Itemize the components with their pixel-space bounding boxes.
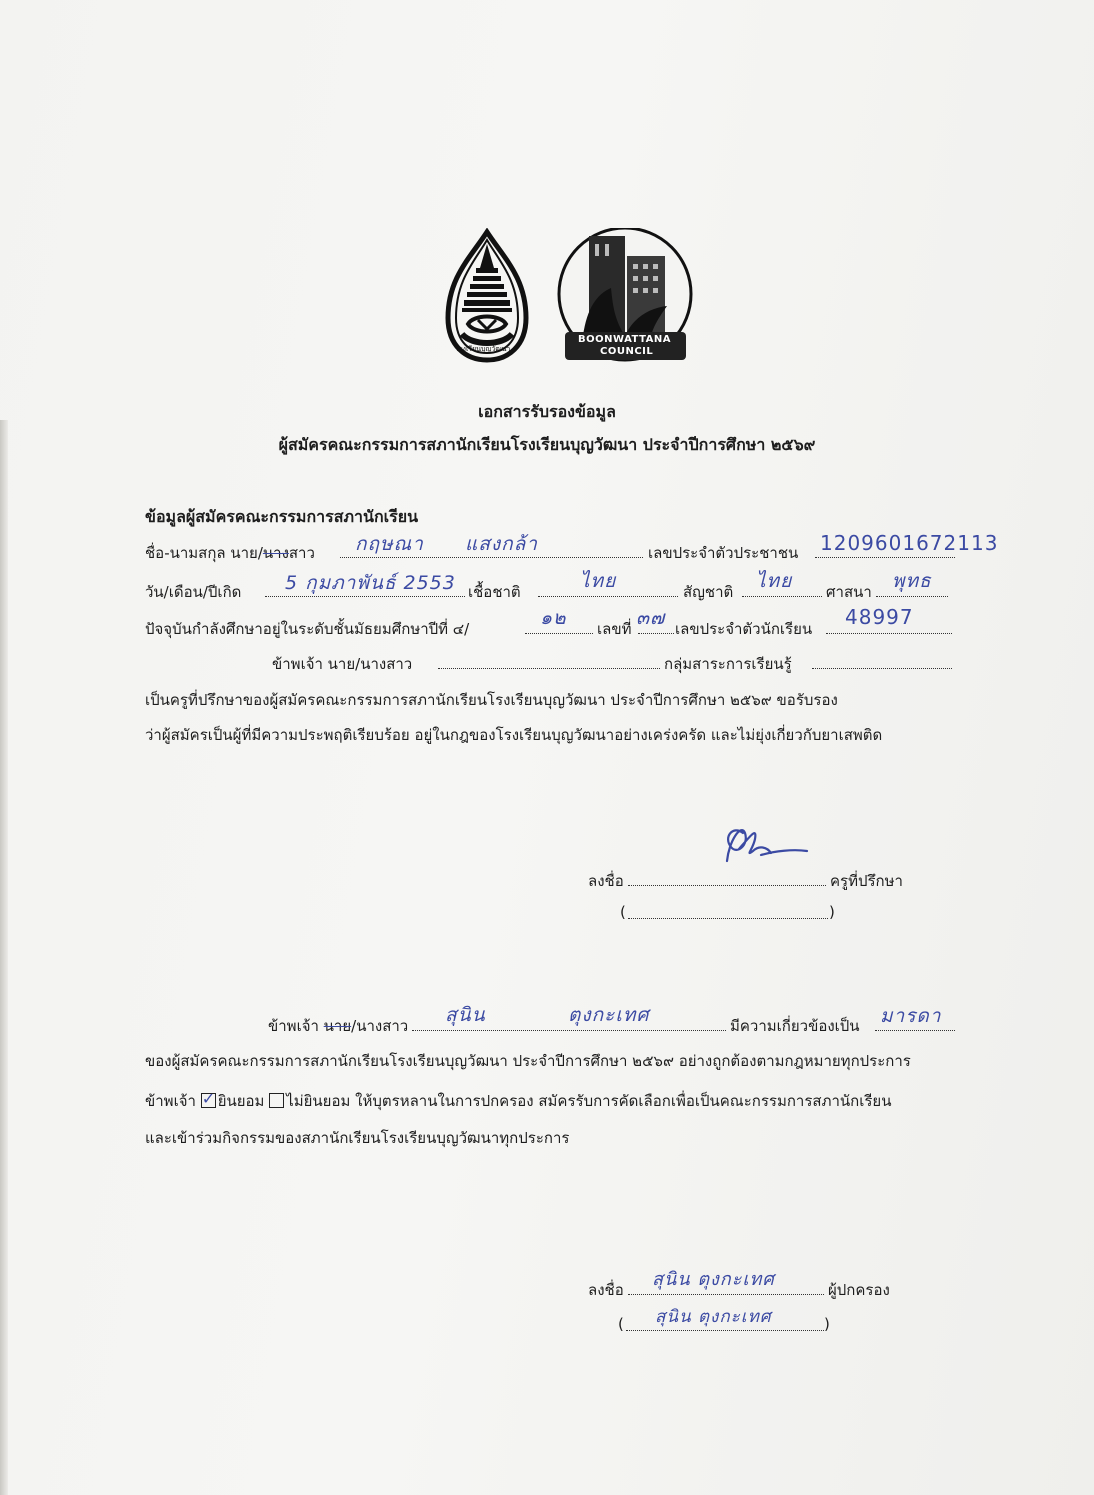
teacher-statement-1: เป็นครูที่ปรึกษาของผู้สมัครคณะกรรมการสภานักเรียนโรงเรียนบุญวัฒนา ประจำปีการศึกษา ๒๕๖๙ ขอรับรอง (145, 691, 838, 709)
race-label: เชื้อชาติ (468, 583, 521, 601)
dob-value: 5 กุมภาพันธ์ 2553 (285, 572, 456, 594)
teacher-name-field-line (438, 668, 660, 669)
council-logo-text-1: BOONWATTANA (578, 334, 671, 345)
teacher-paren-open: ( (620, 903, 626, 921)
consent-line: ข้าพเจ้า ✓ ยินยอม ไม่ยินยอม ให้บุตรหลานในการปกครอง สมัครรับการคัดเลือกเพื่อเป็นคณะกรรมการสภานักเรียน (145, 1089, 892, 1110)
document-heading: เอกสารรับรองข้อมูล (478, 402, 616, 421)
race-field-line (538, 596, 678, 597)
consent-yes-checkbox[interactable] (201, 1089, 216, 1108)
check-mark-icon: ✓ (201, 1089, 216, 1108)
teacher-line-label: ข้าพเจ้า นาย/นางสาว (272, 655, 413, 673)
relation-value: มารดา (880, 1005, 942, 1027)
nationality-value: ไทย (756, 570, 793, 592)
guardian-sign-role: ผู้ปกครอง (828, 1281, 890, 1299)
teacher-sign-role: ครูที่ปรึกษา (830, 872, 903, 890)
class-value: ๑๒ (540, 607, 567, 629)
number-value: ๓๗ (636, 607, 666, 629)
student-id-field-line (826, 633, 952, 634)
id-value: 1209601672113 (820, 531, 999, 555)
document-subheading: ผู้สมัครคณะกรรมการสภานักเรียนโรงเรียนบุญวัฒนา ประจำปีการศึกษา ๒๕๖๙ (278, 435, 816, 454)
subject-label: กลุ่มสาระการเรียนรู้ (664, 655, 792, 673)
council-logo-text-2: COUNCIL (600, 346, 654, 357)
religion-label: ศาสนา (826, 583, 872, 601)
last-name-value: แสงกล้า (465, 533, 538, 555)
logo-row (440, 228, 710, 364)
name-label-struck: นาง (262, 544, 289, 562)
guardian-label-struck: นาย (323, 1017, 352, 1035)
student-id-label: เลขประจำตัวนักเรียน (675, 620, 813, 638)
guardian-statement-3: และเข้าร่วมกิจกรรมของสภานักเรียนโรงเรียนบุญวัฒนาทุกประการ (145, 1129, 570, 1147)
nationality-field-line (742, 596, 822, 597)
consent-yes-label: ยินยอม (217, 1092, 265, 1110)
religion-value: พุทธ (892, 570, 932, 592)
name-label: ชื่อ-นามสกุล นาย/นางสาว (145, 544, 315, 562)
guardian-line-label: ข้าพเจ้า นาย/นางสาว (268, 1017, 409, 1035)
religion-field-line (876, 596, 948, 597)
consent-no-checkbox[interactable] (269, 1093, 284, 1108)
guardian-sign-line (628, 1294, 824, 1295)
seal-text: โรงเรียนบุญวัฒนา (455, 345, 511, 353)
guardian-paren-open: ( (618, 1315, 624, 1333)
guardian-printed-name: สุนิน ตุงกะเทศ (655, 1307, 772, 1327)
teacher-printed-name-line (628, 918, 828, 919)
guardian-statement-1: ของผู้สมัครคณะกรรมการสภานักเรียนโรงเรียนบุญวัฒนา ประจำปีการศึกษา ๒๕๖๙ อย่างถูกต้องตามกฎหมายทุกประการ (145, 1052, 911, 1070)
id-label: เลขประจำตัวประชาชน (648, 544, 799, 562)
guardian-signature-text: สุนิน ตุงกะเทศ (652, 1269, 775, 1290)
relation-label: มีความเกี่ยวข้องเป็น (730, 1017, 860, 1035)
class-label: ปัจจุบันกำลังศึกษาอยู่ในระดับชั้นมัธยมศึกษาปีที่ ๔/ (145, 620, 470, 638)
dob-label: วัน/เดือน/ปีเกิด (145, 583, 242, 601)
subject-field-line (812, 668, 952, 669)
section-title: ข้อมูลผู้สมัครคณะกรรมการสภานักเรียน (145, 507, 419, 526)
teacher-statement-2: ว่าผู้สมัครเป็นผู้ที่มีความประพฤติเรียบร้อย อยู่ในกฎของโรงเรียนบุญวัฒนาอย่างเคร่งครัด และไม่ยุ่งเกี่ยวกับยาเสพติด (145, 726, 883, 744)
id-field-line (815, 557, 955, 558)
teacher-sign-label: ลงชื่อ (588, 872, 624, 890)
teacher-sign-line (628, 885, 826, 886)
first-name-value: กฤษณา (355, 533, 424, 555)
class-field-line (525, 633, 593, 634)
paper-edge (0, 420, 8, 1495)
number-label: เลขที่ (597, 620, 632, 638)
guardian-sign-label: ลงชื่อ (588, 1281, 624, 1299)
teacher-paren-close: ) (829, 903, 835, 921)
race-value: ไทย (580, 570, 617, 592)
teacher-signature-icon (715, 815, 810, 875)
nationality-label: สัญชาติ (683, 583, 734, 601)
guardian-printed-name-line (626, 1330, 824, 1331)
consent-no-label: ไม่ยินยอม (286, 1092, 351, 1110)
guardian-name-field-line (412, 1030, 726, 1031)
guardian-first-name-value: สุนิน (445, 1004, 486, 1026)
student-id-value: 48997 (845, 605, 914, 629)
guardian-last-name-value: ตุงกะเทศ (568, 1004, 650, 1026)
number-field-line (638, 633, 674, 634)
guardian-paren-close: ) (824, 1315, 830, 1333)
